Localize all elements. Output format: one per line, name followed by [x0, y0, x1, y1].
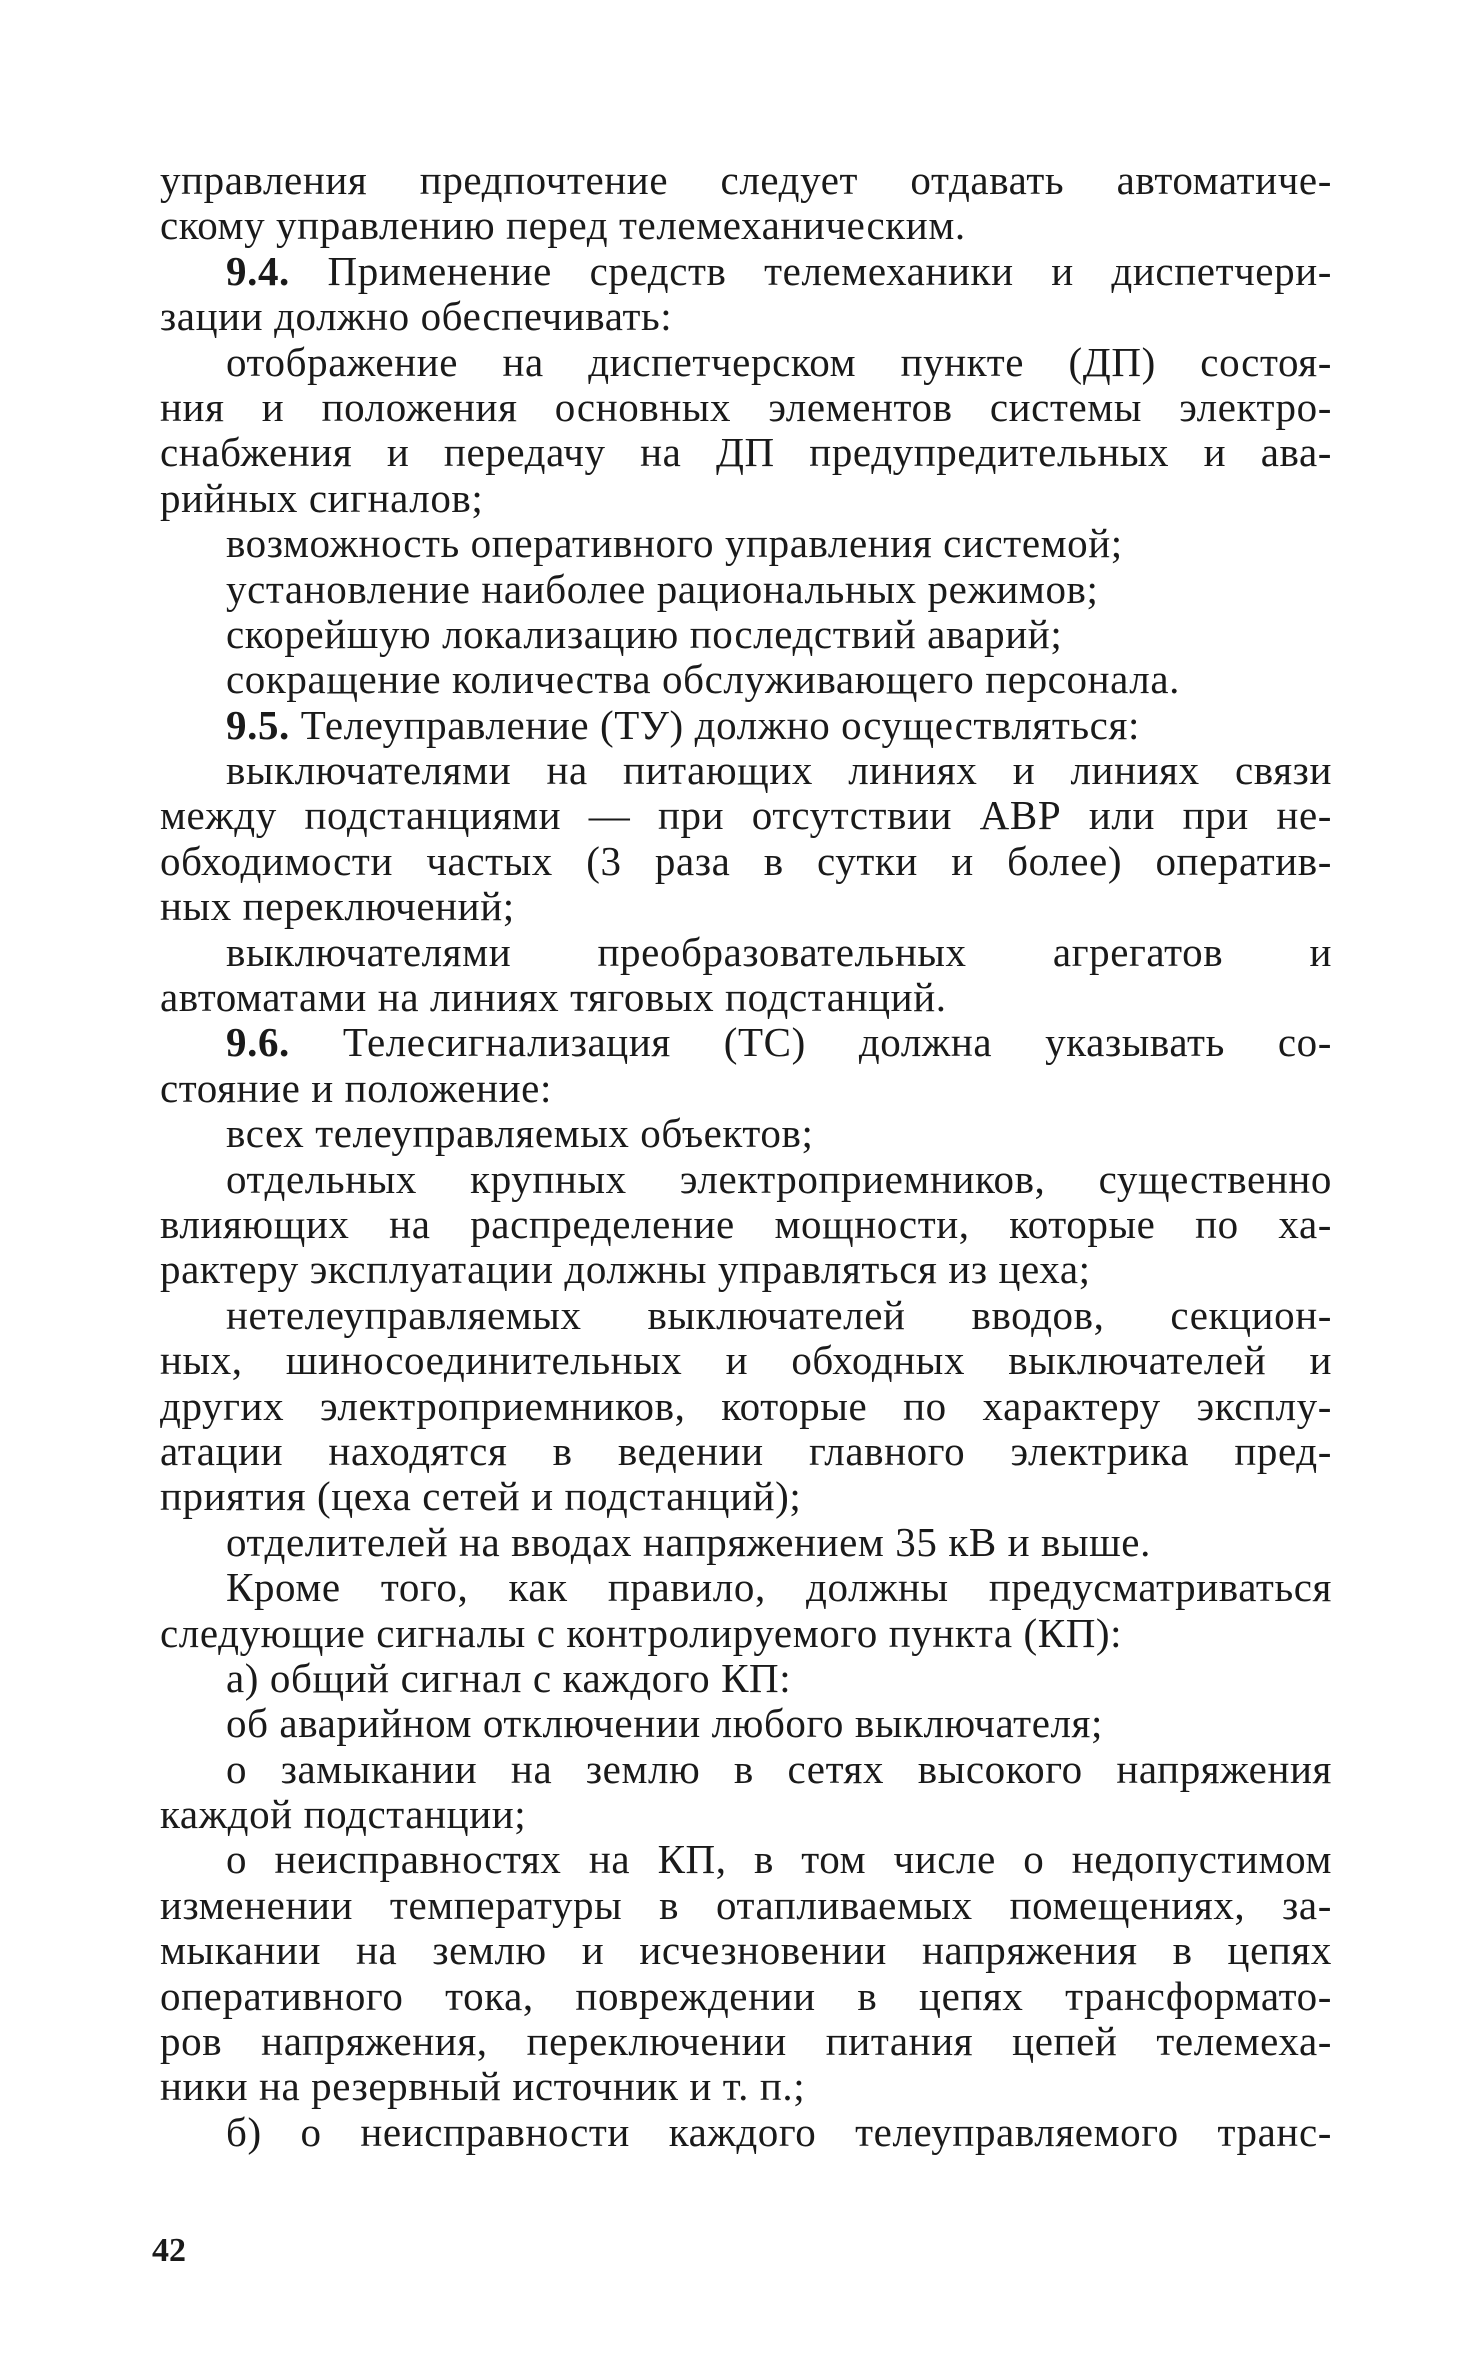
- text-line: [160, 930, 1332, 975]
- line-text: ных, шиносоединительных и обходных выключателей и: [160, 1337, 1332, 1384]
- line-text: сокращение количества обслуживающего персонала.: [226, 656, 1180, 703]
- text-line: [160, 1293, 1332, 1338]
- line-text: выключателями преобразовательных агрегатов и: [226, 928, 1332, 975]
- line-text: Кроме того, как правило, должны предусматриваться: [226, 1564, 1332, 1611]
- line-text: отдельных крупных электроприемников, существенно: [226, 1155, 1332, 1202]
- text-line: [160, 430, 1332, 475]
- text-line: [160, 521, 1332, 566]
- text-line: [160, 975, 1332, 1020]
- section-number: 9.5.: [226, 701, 290, 748]
- line-text: обходимости частых (3 раза в сутки и более) оператив-: [160, 837, 1332, 884]
- line-text: отделителей на вводах напряжением 35 кВ и выше.: [226, 1518, 1151, 1565]
- text-line: [160, 1429, 1332, 1474]
- line-text: ров напряжения, переключении питания цепей телемеха-: [160, 2018, 1332, 2065]
- line-text: скорейшую локализацию последствий аварий;: [226, 610, 1063, 657]
- line-text: нетелеуправляемых выключателей вводов, секцион-: [226, 1291, 1332, 1338]
- text-line: [160, 1474, 1332, 1519]
- text-line: [160, 839, 1332, 884]
- line-text: возможность оперативного управления системой;: [226, 520, 1123, 567]
- line-text: об аварийном отключении любого выключателя;: [226, 1700, 1104, 1747]
- line-text: изменении температуры в отапливаемых помещениях, за-: [160, 1881, 1332, 1928]
- text-line: [160, 158, 1332, 203]
- line-text: стояние и положение:: [160, 1064, 552, 1111]
- text-line: [160, 1611, 1332, 1656]
- text-line: [160, 567, 1332, 612]
- text-line: [160, 703, 1332, 748]
- line-text: следующие сигналы с контролируемого пункта (КП):: [160, 1609, 1123, 1656]
- line-text: б) о неисправности каждого телеуправляемого транс-: [226, 2108, 1332, 2155]
- text-line: [160, 1520, 1332, 1565]
- line-text: скому управлению перед телемеханическим.: [160, 202, 966, 249]
- text-line: [160, 1656, 1332, 1701]
- section-number: 9.6.: [226, 1019, 290, 1066]
- text-line: [160, 884, 1332, 929]
- line-text: о замыкании на землю в сетях высокого напряжения: [226, 1745, 1332, 1792]
- line-text: каждой подстанции;: [160, 1791, 527, 1838]
- text-line: [160, 1066, 1332, 1111]
- line-text: между подстанциями — при отсутствии АВР или при не-: [160, 792, 1332, 839]
- text-line: [160, 1747, 1332, 1792]
- line-text: оперативного тока, повреждении в цепях трансформато-: [160, 1972, 1332, 2019]
- text-line: [160, 476, 1332, 521]
- text-line: [160, 385, 1332, 430]
- line-text: Телесигнализация (ТС) должна указывать со-: [289, 1019, 1332, 1066]
- line-text: Применение средств телемеханики и диспетчери-: [289, 247, 1332, 294]
- document-page: [160, 158, 1332, 2155]
- text-line: [160, 294, 1332, 339]
- text-line: [160, 657, 1332, 702]
- section-number: 9.4.: [226, 247, 290, 294]
- text-line: [160, 1883, 1332, 1928]
- text-line: [160, 1701, 1332, 1746]
- line-text: всех телеуправляемых объектов;: [226, 1110, 814, 1157]
- line-text: выключателями на питающих линиях и линиях связи: [226, 747, 1332, 794]
- text-line: [160, 748, 1332, 793]
- text-line: [160, 340, 1332, 385]
- text-line: [160, 1338, 1332, 1383]
- line-text: рийных сигналов;: [160, 474, 484, 521]
- text-line: [160, 203, 1332, 248]
- line-text: мыкании на землю и исчезновении напряжения в цепях: [160, 1927, 1332, 1974]
- text-line: [160, 1928, 1332, 1973]
- line-text: а) общий сигнал с каждого КП:: [226, 1654, 792, 1701]
- text-line: [160, 1157, 1332, 1202]
- text-line: [160, 1837, 1332, 1882]
- line-text: зации должно обеспечивать:: [160, 293, 673, 340]
- text-line: [160, 793, 1332, 838]
- line-text: установление наиболее рациональных режимов;: [226, 565, 1099, 612]
- line-text: отображение на диспетчерском пункте (ДП) состоя-: [226, 338, 1332, 385]
- text-line: [160, 1384, 1332, 1429]
- text-line: [160, 1974, 1332, 2019]
- text-line: [160, 1020, 1332, 1065]
- line-text: автоматами на линиях тяговых подстанций.: [160, 974, 947, 1021]
- text-line: [160, 249, 1332, 294]
- text-line: [160, 612, 1332, 657]
- line-text: управления предпочтение следует отдавать автоматиче-: [160, 157, 1332, 203]
- line-text: Телеуправление (ТУ) должно осуществляться:: [289, 701, 1140, 748]
- line-text: снабжения и передачу на ДП предупредительных и ава-: [160, 429, 1332, 476]
- text-line: [160, 1111, 1332, 1156]
- line-text: ния и положения основных элементов системы электро-: [160, 383, 1332, 430]
- page-number: 42: [152, 2232, 186, 2269]
- text-line: [160, 2019, 1332, 2064]
- line-text: атации находятся в ведении главного электрика пред-: [160, 1427, 1332, 1474]
- text-line: [160, 1202, 1332, 1247]
- text-line: [160, 2064, 1332, 2109]
- line-text: рактеру эксплуатации должны управляться из цеха;: [160, 1246, 1091, 1293]
- text-line: [160, 1565, 1332, 1610]
- line-text: о неисправностях на КП, в том числе о недопустимом: [226, 1836, 1332, 1883]
- line-text: приятия (цеха сетей и подстанций);: [160, 1473, 802, 1520]
- text-line: [160, 1247, 1332, 1292]
- line-text: влияющих на распределение мощности, которые по ха-: [160, 1200, 1332, 1247]
- text-line: [160, 2110, 1332, 2155]
- text-line: [160, 1792, 1332, 1837]
- line-text: ных переключений;: [160, 883, 515, 930]
- line-text: других электроприемников, которые по характеру эксплу-: [160, 1382, 1332, 1429]
- line-text: ники на резервный источник и т. п.;: [160, 2063, 806, 2110]
